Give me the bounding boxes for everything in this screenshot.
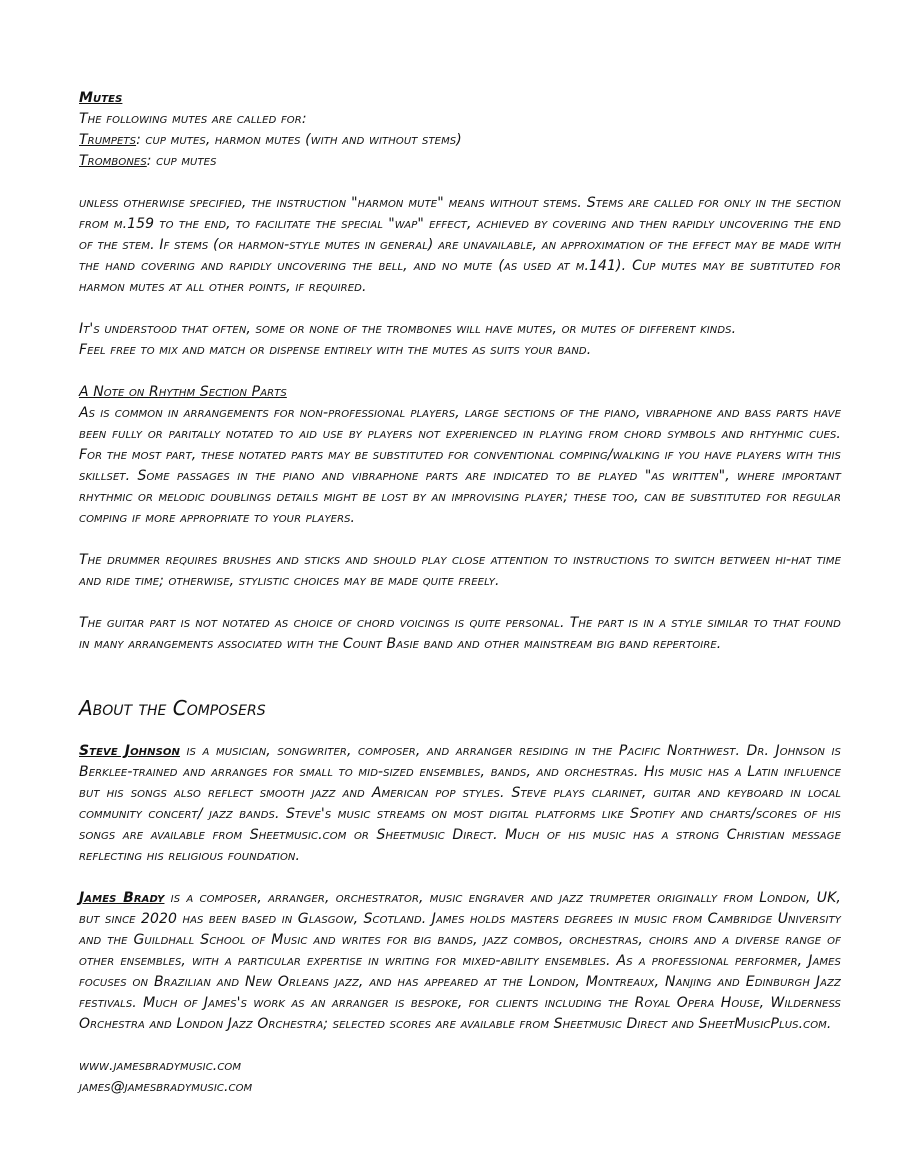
steve-johnson-name: Steve Johnson (79, 743, 180, 759)
mutes-heading: Mutes (79, 90, 123, 106)
trombones-label: Trombones (79, 153, 147, 169)
document-page (79, 88, 841, 1098)
rhythm-paragraph-drummer: The drummer requires brushes and sticks and should play close attention to instructions to switch between hi-hat time and ride time; otherwise, stylistic choices may be made quite freely. (79, 552, 841, 589)
rhythm-heading: A Note on Rhythm Section Parts (79, 384, 287, 400)
steve-johnson-bio (79, 741, 841, 867)
trombones-line (79, 151, 841, 172)
mutes-paragraph-understood: It's understood that often, some or none of the trombones will have mutes, or mutes of different kinds. (79, 321, 737, 337)
composers-section (79, 741, 841, 1098)
rhythm-paragraph-guitar: The guitar part is not notated as choice of chord voicings is quite personal. The part is in a style similar to that found in many arrangements associated with the Count Basie band and other mainstream big band repertoire. (79, 615, 841, 652)
trumpets-text: : cup mutes, harmon mutes (with and without stems) (136, 132, 462, 148)
james-brady-text: is a composer, arranger, orchestrator, music engraver and jazz trumpeter originally from London, UK, but since 2020 has been based in Glasgow, Scotland. James holds masters degrees in music from Cambridge University and the Guildhall School of Music and writes for big bands, jazz combos, orchestras, choirs and a diverse range of other ensembles, with a particular expertise in writing for mixed-ability ensembles. As a professional performer, James focuses on Brazilian and New Orleans jazz, and has appeared at the London, Montreaux, Nanjing and Edinburgh Jazz festivals. Much of James's work as an arranger is bespoke, for clients including the Royal Opera House, Wilderness Orchestra and London Jazz Orchestra; selected scores are available from Sheetmusic Direct and SheetMusicPlus.com. (79, 890, 841, 1032)
trumpets-label: Trumpets (79, 132, 137, 148)
trombones-text: : cup mutes (146, 153, 217, 169)
rhythm-section (79, 382, 841, 655)
email-link[interactable]: james@jamesbradymusic.com (79, 1079, 253, 1095)
steve-johnson-text: is a musician, songwriter, composer, and arranger residing in the Pacific Northwest. Dr. Johnson is Berklee-trained and arranges for small to mid-sized ensembles, bands, and orchestras. His music has a Latin influence but his songs also reflect smooth jazz and American pop styles. Steve plays clarinet, guitar and keyboard in local community concert/ jazz bands. Steve's music streams on most digital platforms like Spotify and charts/scores of his songs are available from Sheetmusic.com or Sheetmusic Direct. Much of his music has a strong Christian message reflecting his religious foundation. (79, 743, 841, 864)
mutes-section (79, 88, 841, 382)
website-link[interactable]: www.jamesbradymusic.com (79, 1058, 242, 1074)
rhythm-paragraph-notated: As is common in arrangements for non-professional players, large sections of the piano, vibraphone and bass parts have been fully or paritally notated to aid use by players not experienced in playing from chord symbols and rhtyhmic cues. For the most part, these notated parts may be substituted for conventional comping/walking if you have players with this skillset. Some passages in the piano and vibraphone parts are indicated to be played "as written", where important rhythmic or melodic doublings details might be lost by an improvising player; these too, can be substituted for regular comping if more appropriate to your players. (79, 405, 841, 526)
james-brady-bio (79, 888, 841, 1035)
composers-heading: About the Composers (79, 696, 266, 720)
mutes-paragraph-mix: Feel free to mix and match or dispense entirely with the mutes as suits your band. (79, 342, 592, 358)
mutes-intro: The following mutes are called for: (79, 111, 307, 127)
mutes-paragraph-stems: unless otherwise specified, the instruction "harmon mute" means without stems. Stems are called for only in the section from m.159 to the end, to facilitate the special "wap" effect, achieved by covering and then rapidly uncovering the end of the stem. If stems (or harmon-style mutes in general) are unavailable, an approximation of the effect may be made with the hand covering and rapidly uncovering the bell, and no mute (as used at m.141). Cup mutes may be subtituted for harmon mutes at all other points, if required. (79, 195, 841, 295)
james-brady-name: James Brady (79, 890, 165, 906)
trumpets-line (79, 130, 841, 151)
